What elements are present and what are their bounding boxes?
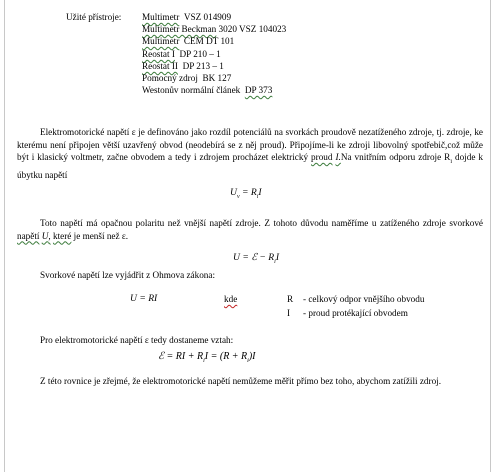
formula-terminal-voltage: U = ℰ − $R_iI$ xyxy=(233,252,280,265)
instrument-item: Pomocný zdroj BK 127 xyxy=(142,73,232,83)
instruments-label: Užité přístroje: xyxy=(66,12,122,22)
paragraph-conclusion: Z této rovnice je zřejmé, že elektromotorické napětí nemůžeme měřit přímo bez toho, abychom zatížili zdroj. xyxy=(40,376,442,386)
paragraph-emf: Pro elektromotorické napětí ε tedy dostaneme vztah: xyxy=(40,335,234,345)
page-border-right xyxy=(490,0,491,472)
definition-I-symbol: I xyxy=(287,308,291,318)
definition-R-text: - celkový odpor vnějšího obvodu xyxy=(303,294,425,304)
definitions-kde: kde xyxy=(224,294,238,304)
instrument-item: Multimetr VSZ 014909 xyxy=(142,12,232,22)
formula-ohm: U = RI xyxy=(130,293,158,304)
paragraph-ohm: Svorkové napětí lze vyjádřit z Ohmova zákona: xyxy=(40,270,216,280)
instrument-item: Reostat II DP 213 – 1 xyxy=(142,61,224,71)
page-border-left xyxy=(4,0,5,472)
definition-I-text: - proud protékající obvodem xyxy=(303,308,408,318)
instrument-item: Reostat I DP 210 – 1 xyxy=(142,49,221,59)
instrument-item: Westonův normální článek DP 373 xyxy=(142,85,273,95)
formula-emf: ℰ = RI + $R_iI = (R + R_i)I$ xyxy=(158,351,256,364)
paragraph-polarity: Toto napětí má opačnou polaritu než vnější napětí zdroje. Z tohoto důvodu naměříme u zatíženého zdroje svorkové napětí U, které je menší než ε. xyxy=(17,218,483,241)
definition-R-symbol: R xyxy=(287,294,294,304)
paragraph-emf-definition: Elektromotorické napětí ε je definováno jako rozdíl potenciálů na svorkách proudově nezatíženého zdroje, tj. zdroje, ke kterému není připojen větší uzavřený obvod (neodebírá se z něj proud). Připojíme-li ke zdroji libovolný spotřebič,což může být i klasický voltmetr, začne obvodem a tedy i zdrojem procházet elektrický proud I.Na vnitřním odporu zdroje $R_i$ dojde k úbytku napětí xyxy=(17,127,483,180)
instrument-item: Multimetr Beckman 3020 VSZ 104023 xyxy=(142,24,287,34)
formula-voltage-drop: $U_v = R_iI$ xyxy=(230,187,262,200)
instrument-item: Multimetr CEM DT 101 xyxy=(142,36,235,46)
